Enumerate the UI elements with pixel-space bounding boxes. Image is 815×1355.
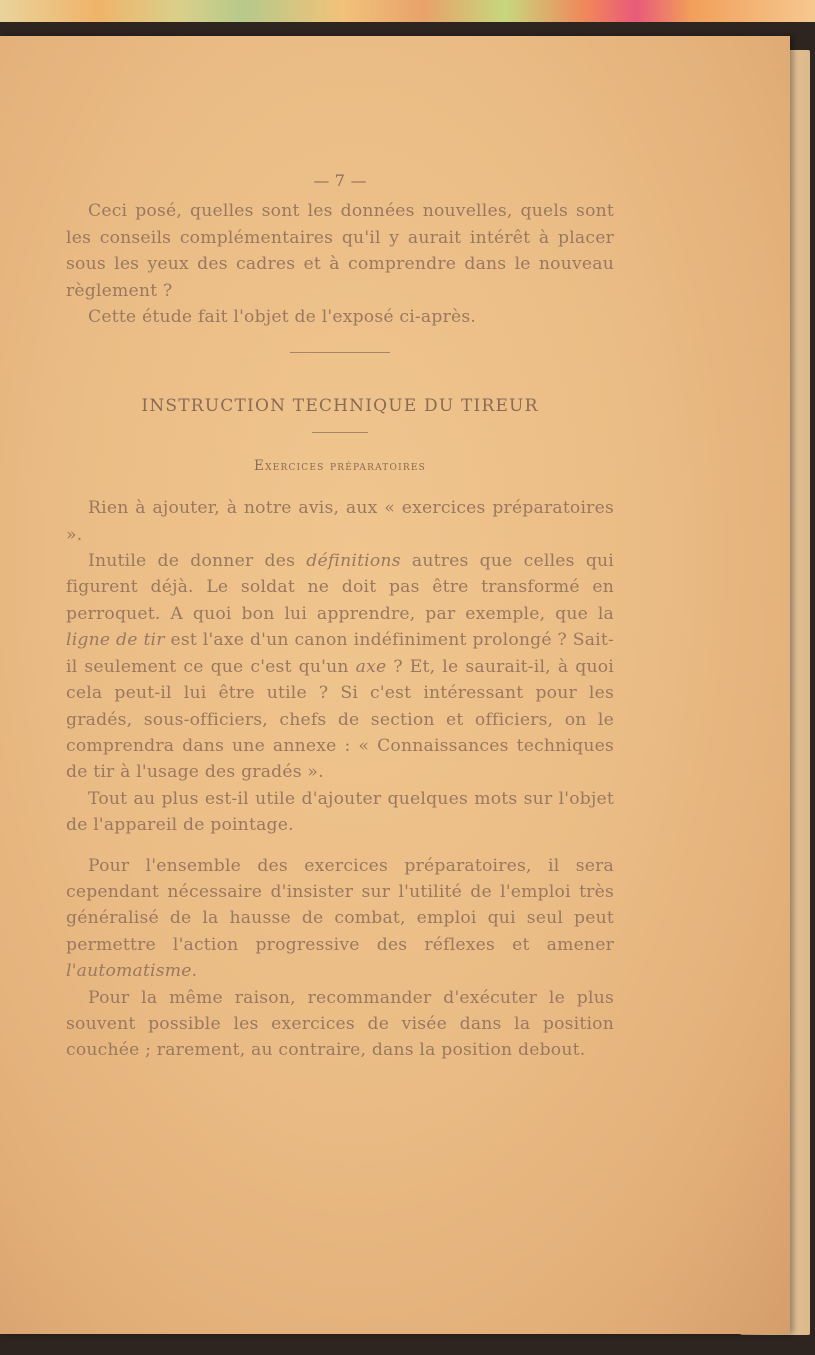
section-heading: INSTRUCTION TECHNIQUE DU TIREUR — [141, 396, 539, 417]
paragraph-2-emphasis: définitions — [306, 551, 401, 572]
paragraph-2 — [66, 548, 614, 786]
paragraph-2-emphasis: axe — [355, 656, 387, 677]
page-text-block — [66, 168, 614, 1064]
paragraph-2-text: ? Et, le saurait-il, à quoi cela peut-il lui être utile ? Si c'est intéressant pour les gradés, sous-officiers, chefs de section et officiers, on le comprendra dans une annexe : « Connaissances techniques de tir à l'usage des gradés ». — [66, 656, 614, 783]
paragraph-1: Rien à ajouter, à notre avis, aux « exercices préparatoires ». — [66, 498, 614, 545]
paragraph-2-text: est l'axe d'un canon indéfiniment prolongé ? Sait-il seulement ce que c'est qu'un — [66, 630, 614, 677]
page-number: — 7 — — [313, 171, 367, 190]
heading-rule — [312, 432, 368, 433]
paragraph-5: Pour la même raison, recommander d'exécuter le plus souvent possible les exercices de visée dans la position couchée ; rarement, au contraire, dans la position debout. — [66, 987, 614, 1061]
paragraph-4-emphasis: l'automatisme — [66, 961, 192, 982]
paragraph-4 — [66, 853, 614, 985]
paragraph-3: Tout au plus est-il utile d'ajouter quelques mots sur l'objet de l'appareil de pointage. — [66, 788, 614, 836]
intro-paragraph-2: Cette étude fait l'objet de l'exposé ci-après. — [88, 307, 477, 328]
paragraph-2-emphasis: ligne de tir — [66, 630, 165, 651]
paragraph-4-text: Pour l'ensemble des exercices préparatoires, il sera cependant nécessaire d'insister sur l'utilité de l'emploi très généralisé de la hausse de combat, emploi qui seul peut permettre l'action progressive des réflexes et amener — [66, 855, 614, 955]
paragraph-2-text: autres que celles qui figurent déjà. Le soldat ne doit pas être transformé en perroquet. A quoi bon lui apprendre, par exemple, que la — [66, 551, 614, 624]
sub-heading: Exercices préparatoires — [254, 457, 426, 474]
paragraph-4-text: . — [191, 961, 198, 982]
paragraph-2-text: Inutile de donner des — [88, 551, 307, 572]
intro-paragraph-1: Ceci posé, quelles sont les données nouvelles, quels sont les conseils complémentaires qu'il y aurait intérêt à placer sous les yeux des cadres et à comprendre dans le nouveau règlement ? — [66, 201, 614, 301]
paragraph-gap — [66, 839, 614, 853]
separator-rule — [290, 352, 390, 353]
